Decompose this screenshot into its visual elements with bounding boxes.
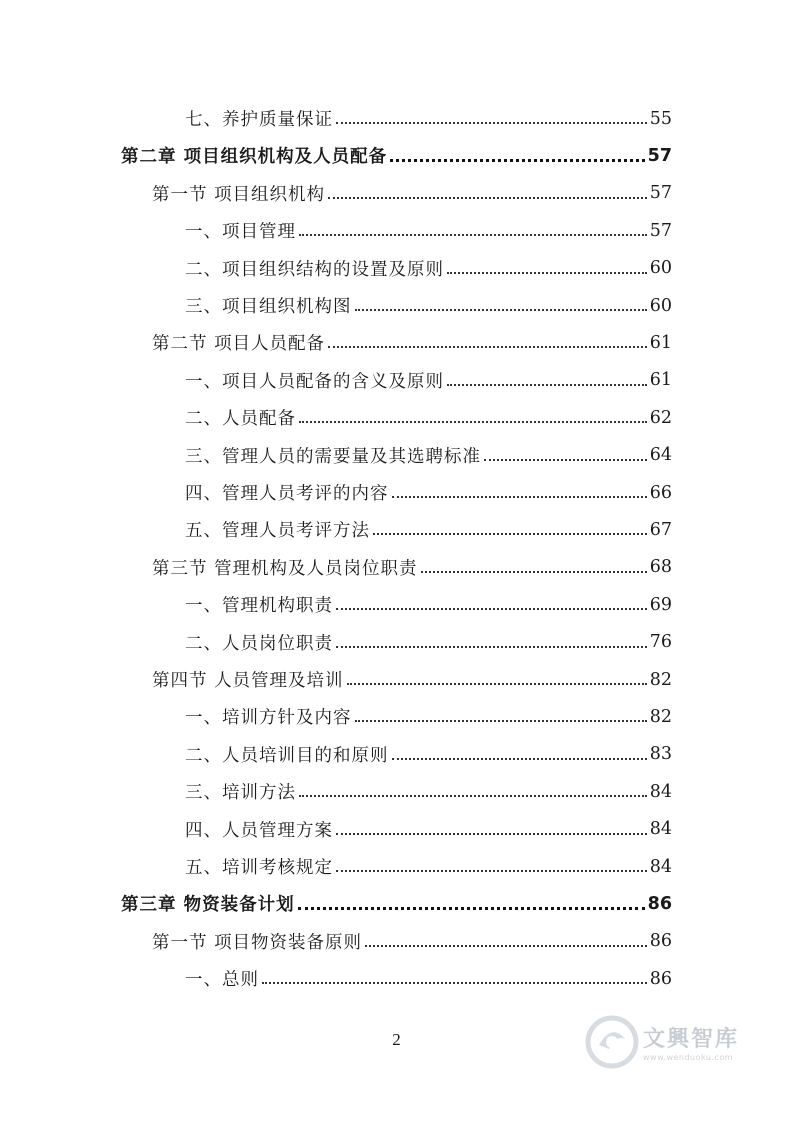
toc-entry-title: 二、项目组织结构的设置及原则: [185, 259, 444, 280]
toc-entry-title: 第一节 项目物资装备原则: [152, 932, 363, 953]
toc-entry-title: 第二节 项目人员配备: [152, 334, 326, 355]
toc-entry-page: 55: [649, 108, 672, 129]
toc-entry-page: 83: [649, 744, 672, 765]
toc-entry-page: 61: [649, 370, 672, 391]
toc-entry-title: 第一节 项目组织机构: [152, 184, 326, 205]
toc-entry-title: 五、培训考核规定: [185, 858, 333, 878]
toc-entry-title: 二、人员培训目的和原则: [185, 745, 389, 766]
toc-entry[interactable]: [152, 661, 672, 698]
dot-leader: [328, 345, 647, 348]
dot-leader: [336, 121, 647, 124]
toc-entry-page: 67: [649, 519, 672, 540]
toc-entry[interactable]: [185, 250, 672, 287]
toc-entry-title: 第三节 管理机构及人员岗位职责: [152, 558, 418, 579]
toc-entry-page: 86: [649, 968, 672, 989]
dot-leader: [392, 757, 647, 760]
toc-entry[interactable]: [185, 437, 672, 474]
toc-entry-page: 60: [649, 295, 672, 316]
toc-entry-title: 五、管理人员考评方法: [185, 521, 370, 542]
toc-entry[interactable]: [152, 549, 672, 586]
toc-entry[interactable]: [185, 960, 672, 997]
dot-leader: [355, 308, 647, 311]
toc-entry[interactable]: [185, 848, 672, 885]
toc-entry[interactable]: [152, 175, 672, 212]
dot-leader: [299, 233, 647, 236]
toc-entry-title: 三、管理人员的需要量及其选聘标准: [185, 446, 481, 467]
toc-entry-title: 二、人员岗位职责: [185, 633, 333, 654]
toc-entry[interactable]: [121, 885, 672, 922]
dot-leader: [336, 607, 647, 610]
toc-entry-page: 62: [649, 407, 672, 428]
dot-leader: [355, 719, 647, 722]
toc-entry-title: 一、总则: [185, 970, 259, 991]
dot-leader: [336, 645, 647, 648]
toc-entry-title: 一、培训方针及内容: [185, 708, 352, 729]
toc-entry-page: 84: [649, 781, 672, 802]
toc-entry-title: 一、管理机构职责: [185, 596, 333, 617]
toc-entry-title: 三、培训方法: [185, 783, 296, 804]
toc-entry-page: 60: [649, 258, 672, 279]
toc-entry[interactable]: [185, 511, 672, 548]
toc-entry-page: 69: [649, 594, 672, 615]
watermark: [585, 1015, 739, 1069]
toc-entry-title: 七、养护质量保证: [185, 110, 333, 130]
dot-leader: [336, 869, 647, 872]
toc-entry-page: 86: [649, 931, 672, 952]
toc-entry[interactable]: [121, 137, 672, 174]
dot-leader: [390, 158, 645, 162]
toc-entry-title: 一、项目管理: [185, 222, 296, 243]
toc-entry-page: 82: [649, 669, 672, 690]
page-number: 2: [392, 1030, 401, 1049]
wenxing-logo-icon: [585, 1015, 639, 1069]
toc-entry-title: 四、人员管理方案: [185, 820, 333, 841]
toc-entry[interactable]: [185, 100, 672, 137]
toc-entry-page: 82: [649, 706, 672, 727]
toc-entry-page: 61: [649, 332, 672, 353]
dot-leader: [328, 196, 647, 199]
toc-entry-page: 84: [649, 856, 672, 877]
toc-entry-title: 第四节 人员管理及培训: [152, 671, 344, 691]
dot-leader: [447, 271, 647, 274]
toc-entry-page: 68: [649, 557, 672, 578]
dot-leader: [299, 420, 647, 423]
dot-leader: [484, 458, 647, 461]
toc-entry[interactable]: [185, 212, 672, 249]
dot-leader: [421, 570, 647, 573]
dot-leader: [262, 981, 647, 984]
toc-entry[interactable]: [185, 362, 672, 399]
toc-entry[interactable]: [185, 811, 672, 848]
toc-entry-page: 86: [647, 893, 672, 914]
toc-entry-page: 57: [647, 145, 672, 166]
toc-entry-title: 第二章 项目组织机构及人员配备: [121, 147, 388, 168]
toc-entry-page: 76: [649, 632, 672, 653]
toc-entry[interactable]: [152, 324, 672, 361]
toc-entry-title: 一、项目人员配备的含义及原则: [185, 371, 444, 392]
dot-leader: [392, 495, 647, 498]
dot-leader: [299, 794, 647, 797]
toc-entry-page: 64: [649, 445, 672, 466]
toc-entry[interactable]: [185, 586, 672, 623]
toc-entry[interactable]: [185, 736, 672, 773]
toc-entry[interactable]: [185, 399, 672, 436]
dot-leader: [365, 944, 647, 947]
toc-entry-page: 66: [649, 482, 672, 503]
dot-leader: [347, 682, 647, 685]
toc-entry-title: 第三章 物资装备计划: [121, 895, 295, 916]
toc-entry[interactable]: [185, 474, 672, 511]
toc-entry-page: 57: [649, 183, 672, 204]
toc-entry-title: 四、管理人员考评的内容: [185, 484, 389, 504]
toc-entry[interactable]: [185, 287, 672, 324]
toc-entry[interactable]: [185, 624, 672, 661]
dot-leader: [447, 383, 647, 386]
toc-entry[interactable]: [185, 773, 672, 810]
dot-leader: [336, 832, 647, 835]
toc-entry-page: 57: [649, 220, 672, 241]
watermark-url: www.wenduoku.com: [643, 1053, 734, 1062]
dot-leader: [298, 906, 645, 910]
toc-entry-title: 二、人员配备: [185, 409, 296, 430]
toc-entry[interactable]: [185, 698, 672, 735]
toc-entry-page: 84: [649, 819, 672, 840]
watermark-name: 文興智库: [643, 1027, 740, 1052]
toc-entry[interactable]: [152, 923, 672, 960]
toc-entry-title: 三、项目组织机构图: [185, 297, 352, 317]
dot-leader: [373, 532, 647, 535]
